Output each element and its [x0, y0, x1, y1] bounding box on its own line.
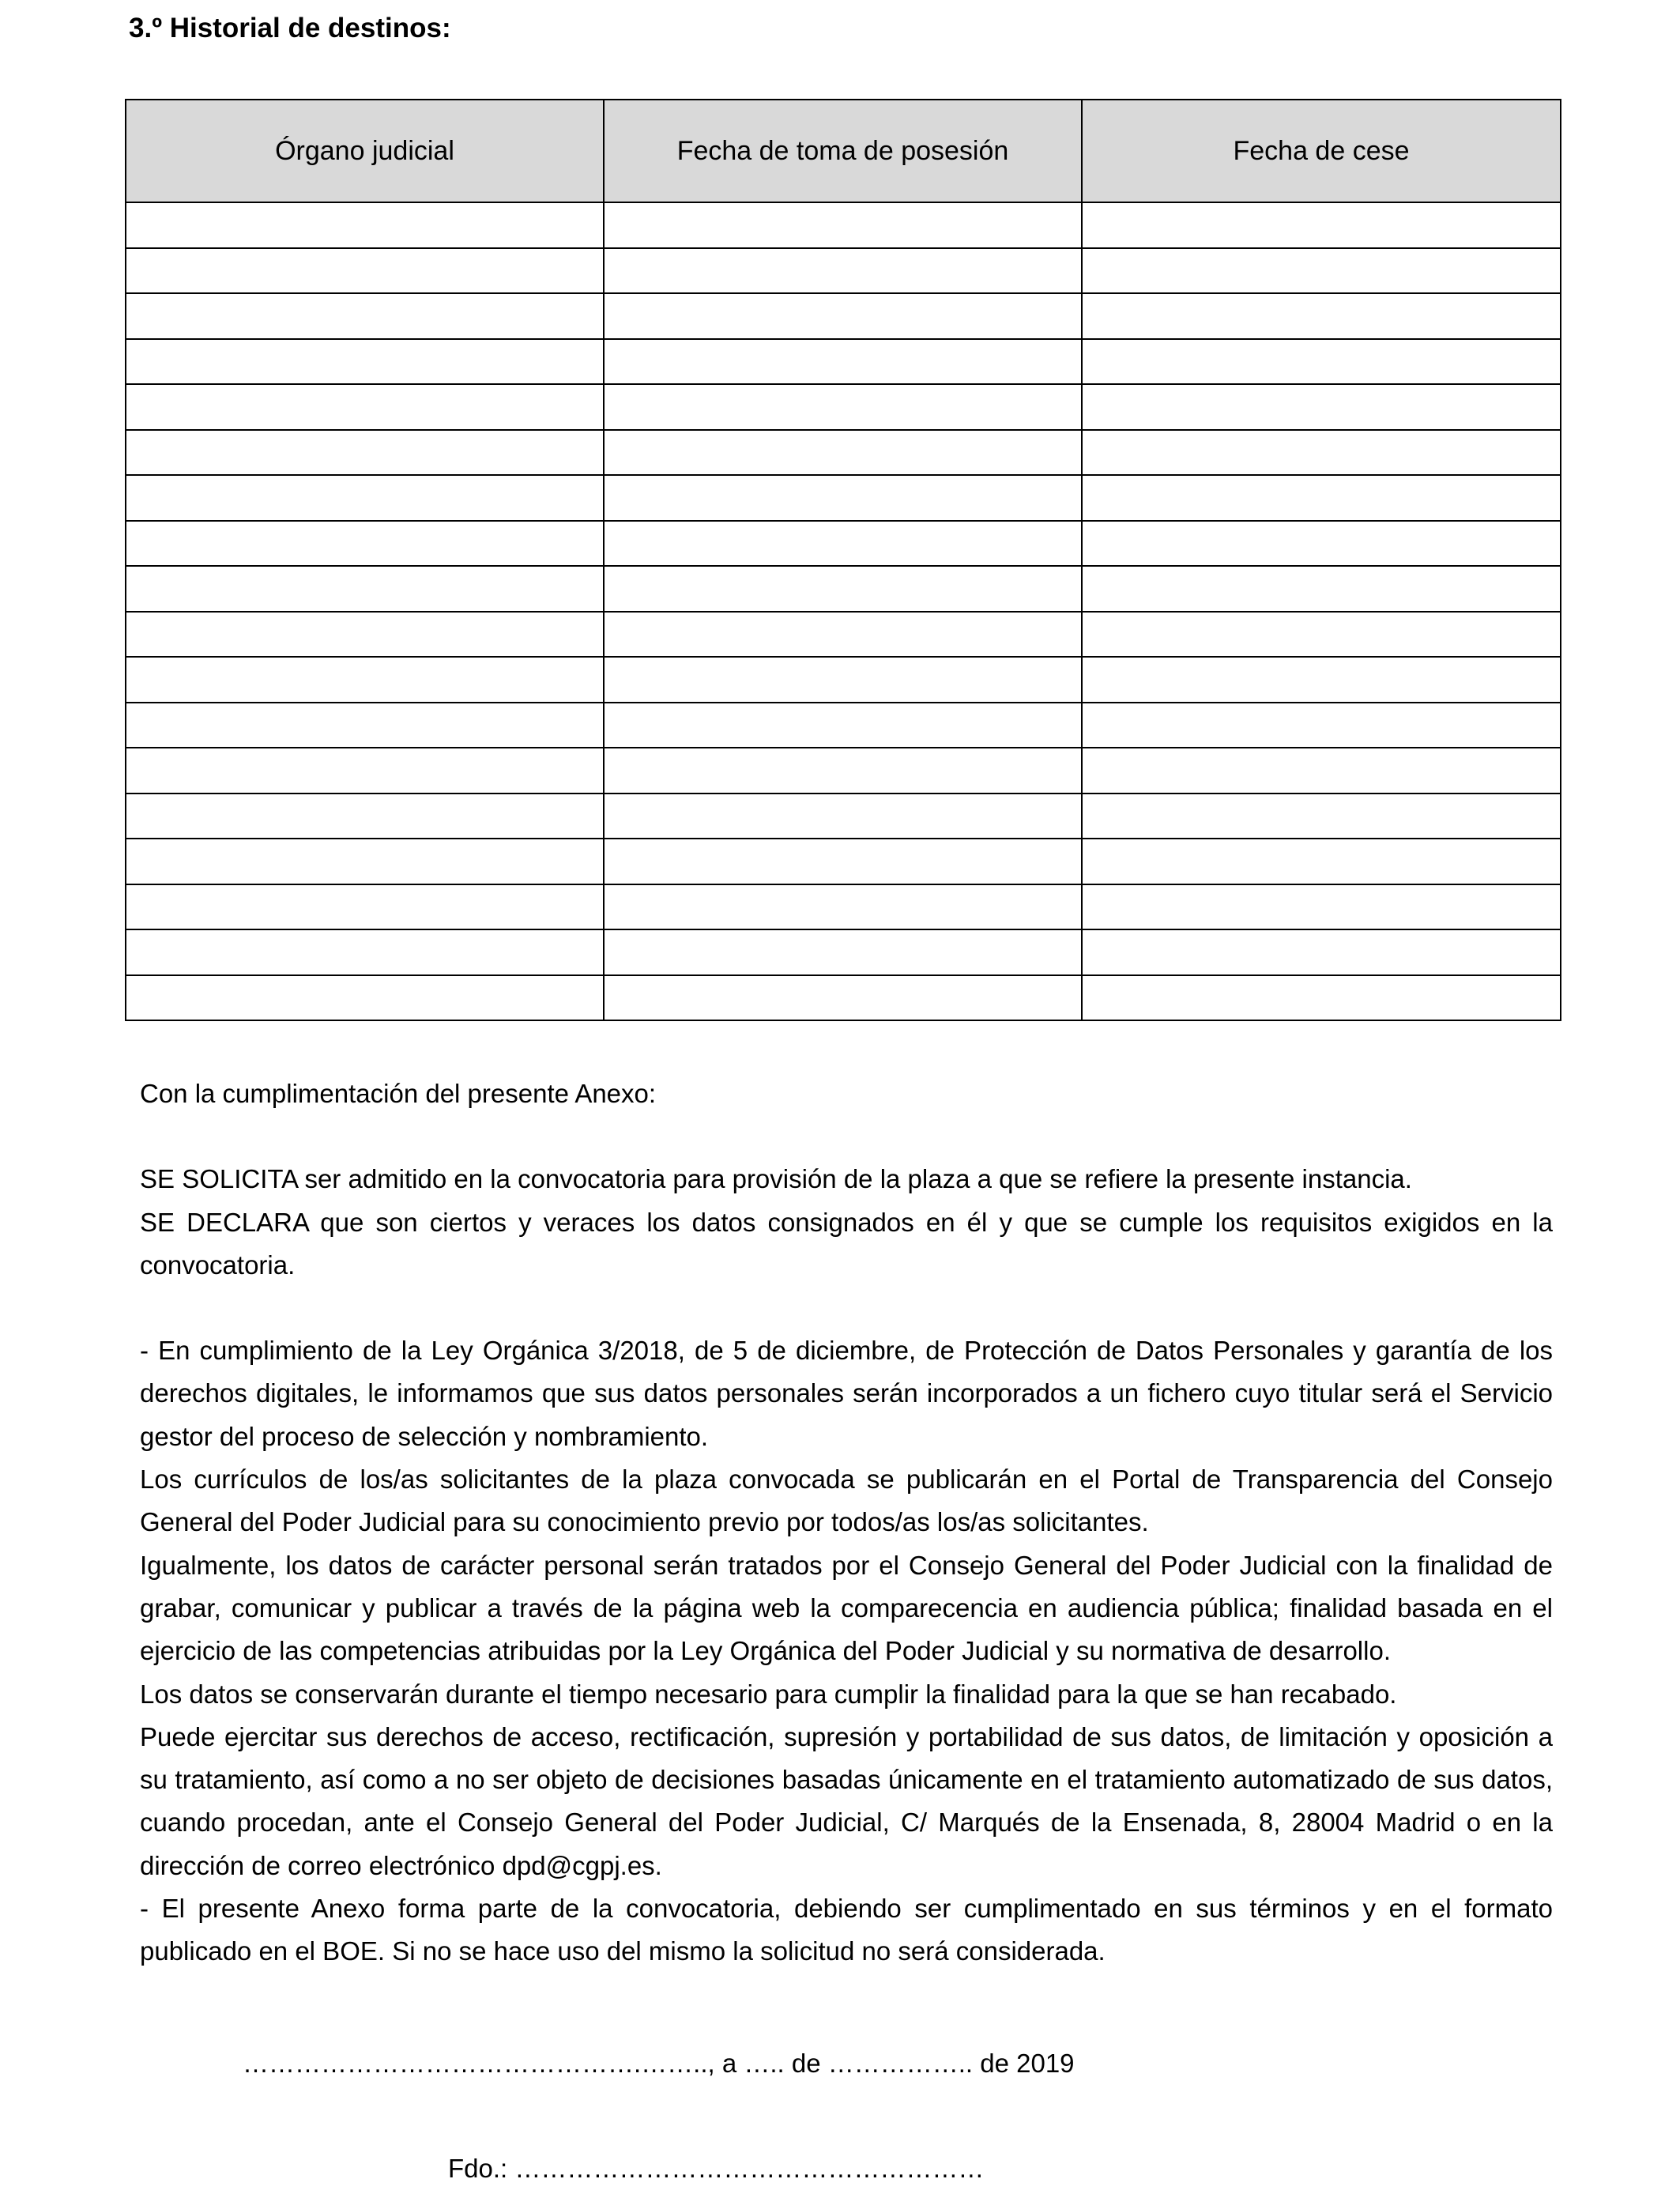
table-row [126, 339, 1561, 385]
toma-posesion-cell[interactable] [604, 975, 1082, 1021]
destinos-table [125, 99, 1561, 1021]
table-row [126, 475, 1561, 521]
cese-cell[interactable] [1082, 475, 1561, 521]
cese-cell[interactable] [1082, 521, 1561, 567]
cese-cell[interactable] [1082, 929, 1561, 975]
toma-posesion-cell[interactable] [604, 430, 1082, 476]
organo-cell[interactable] [126, 566, 604, 612]
organo-cell[interactable] [126, 975, 604, 1021]
table-row [126, 748, 1561, 794]
table-row [126, 794, 1561, 839]
table-row [126, 975, 1561, 1021]
toma-posesion-cell[interactable] [604, 248, 1082, 294]
curriculos-paragraph: Los currículos de los/as solicitantes de la plaza convocada se publicarán en el Portal de Transparencia del Consejo General del Poder Judicial para su conocimiento previo por todos/as los/as solicitantes. [140, 1465, 1553, 1537]
toma-posesion-cell[interactable] [604, 475, 1082, 521]
toma-posesion-cell[interactable] [604, 339, 1082, 385]
igualmente-paragraph: Igualmente, los datos de carácter personal serán tratados por el Consejo General del Poder Judicial con la finalidad de grabar, comunicar y publicar a través de la página web la comparecencia en audiencia pública; finalidad basada en el ejercicio de las competencias atribuidas por la Ley Orgánica del Poder Judicial y su normativa de desarrollo. [140, 1550, 1553, 1666]
cese-cell[interactable] [1082, 339, 1561, 385]
cese-cell[interactable] [1082, 202, 1561, 248]
organo-cell[interactable] [126, 293, 604, 339]
table-row [126, 929, 1561, 975]
toma-posesion-cell[interactable] [604, 839, 1082, 884]
organo-cell[interactable] [126, 703, 604, 748]
toma-posesion-cell[interactable] [604, 566, 1082, 612]
cese-cell[interactable] [1082, 384, 1561, 430]
signature-line[interactable]: Fdo.: ……………………………………………… [448, 2154, 985, 2183]
cese-cell[interactable] [1082, 293, 1561, 339]
organo-cell[interactable] [126, 384, 604, 430]
organo-cell[interactable] [126, 248, 604, 294]
table-row [126, 248, 1561, 294]
conservaran-paragraph: Los datos se conservarán durante el tiempo necesario para cumplir la finalidad para la que se han recabado. [140, 1679, 1397, 1709]
organo-cell[interactable] [126, 612, 604, 658]
organo-cell[interactable] [126, 657, 604, 703]
organo-cell[interactable] [126, 839, 604, 884]
cese-cell[interactable] [1082, 430, 1561, 476]
header-fecha-toma-posesion: Fecha de toma de posesión [604, 100, 1082, 202]
toma-posesion-cell[interactable] [604, 703, 1082, 748]
organo-cell[interactable] [126, 884, 604, 930]
table-row [126, 657, 1561, 703]
anexo-paragraph: - El presente Anexo forma parte de la convocatoria, debiendo ser cumplimentado en sus términos y en el formato publicado en el BOE. Si no se hace uso del mismo la solicitud no será considerada. [140, 1894, 1553, 1966]
header-organo-judicial: Órgano judicial [126, 100, 604, 202]
table-row [126, 293, 1561, 339]
organo-cell[interactable] [126, 202, 604, 248]
cese-cell[interactable] [1082, 612, 1561, 658]
cese-cell[interactable] [1082, 884, 1561, 930]
toma-posesion-cell[interactable] [604, 521, 1082, 567]
organo-cell[interactable] [126, 748, 604, 794]
cese-cell[interactable] [1082, 794, 1561, 839]
organo-cell[interactable] [126, 430, 604, 476]
toma-posesion-cell[interactable] [604, 384, 1082, 430]
organo-cell[interactable] [126, 475, 604, 521]
toma-posesion-cell[interactable] [604, 748, 1082, 794]
cese-cell[interactable] [1082, 839, 1561, 884]
solicita-paragraph: SE SOLICITA ser admitido en la convocatoria para provisión de la plaza a que se refiere la presente instancia. [140, 1164, 1412, 1194]
table-row [126, 612, 1561, 658]
section-heading: 3.º Historial de destinos: [129, 13, 451, 43]
toma-posesion-cell[interactable] [604, 657, 1082, 703]
header-fecha-cese: Fecha de cese [1082, 100, 1561, 202]
date-line[interactable]: ……………………………………….…….., a ….. de …………….. de 2019 [243, 2049, 1075, 2078]
ley-paragraph: - En cumplimiento de la Ley Orgánica 3/2018, de 5 de diciembre, de Protección de Datos Personales y garantía de los derechos digitales, le informamos que sus datos personales serán incorporados a un fichero cuyo titular será el Servicio gestor del proceso de selección y nombramiento. [140, 1336, 1553, 1451]
cese-cell[interactable] [1082, 248, 1561, 294]
cese-cell[interactable] [1082, 566, 1561, 612]
organo-cell[interactable] [126, 521, 604, 567]
table-header-row [126, 100, 1561, 202]
table-row [126, 703, 1561, 748]
toma-posesion-cell[interactable] [604, 202, 1082, 248]
toma-posesion-cell[interactable] [604, 612, 1082, 658]
table-row [126, 430, 1561, 476]
toma-posesion-cell[interactable] [604, 929, 1082, 975]
toma-posesion-cell[interactable] [604, 884, 1082, 930]
table-row [126, 521, 1561, 567]
intro-paragraph: Con la cumplimentación del presente Anexo: [140, 1079, 657, 1108]
table-row [126, 566, 1561, 612]
table-row [126, 884, 1561, 930]
declara-paragraph: SE DECLARA que son ciertos y veraces los datos consignados en él y que se cumple los requisitos exigidos en la convocatoria. [140, 1207, 1553, 1280]
organo-cell[interactable] [126, 929, 604, 975]
derechos-paragraph: Puede ejercitar sus derechos de acceso, rectificación, supresión y portabilidad de sus datos, de limitación y oposición a su tratamiento, así como a no ser objeto de decisiones basadas únicamente en el tratamiento automatizado de sus datos, cuando procedan, ante el Consejo General del Poder Judicial, C/ Marqués de la Ensenada, 8, 28004 Madrid o en la dirección de correo electrónico dpd@cgpj.es. [140, 1721, 1553, 1880]
cese-cell[interactable] [1082, 703, 1561, 748]
cese-cell[interactable] [1082, 748, 1561, 794]
body-text [140, 1072, 1553, 1973]
table-row [126, 839, 1561, 884]
cese-cell[interactable] [1082, 975, 1561, 1021]
toma-posesion-cell[interactable] [604, 293, 1082, 339]
table-row [126, 202, 1561, 248]
cese-cell[interactable] [1082, 657, 1561, 703]
table-row [126, 384, 1561, 430]
organo-cell[interactable] [126, 794, 604, 839]
toma-posesion-cell[interactable] [604, 794, 1082, 839]
organo-cell[interactable] [126, 339, 604, 385]
table-body [126, 202, 1561, 1020]
